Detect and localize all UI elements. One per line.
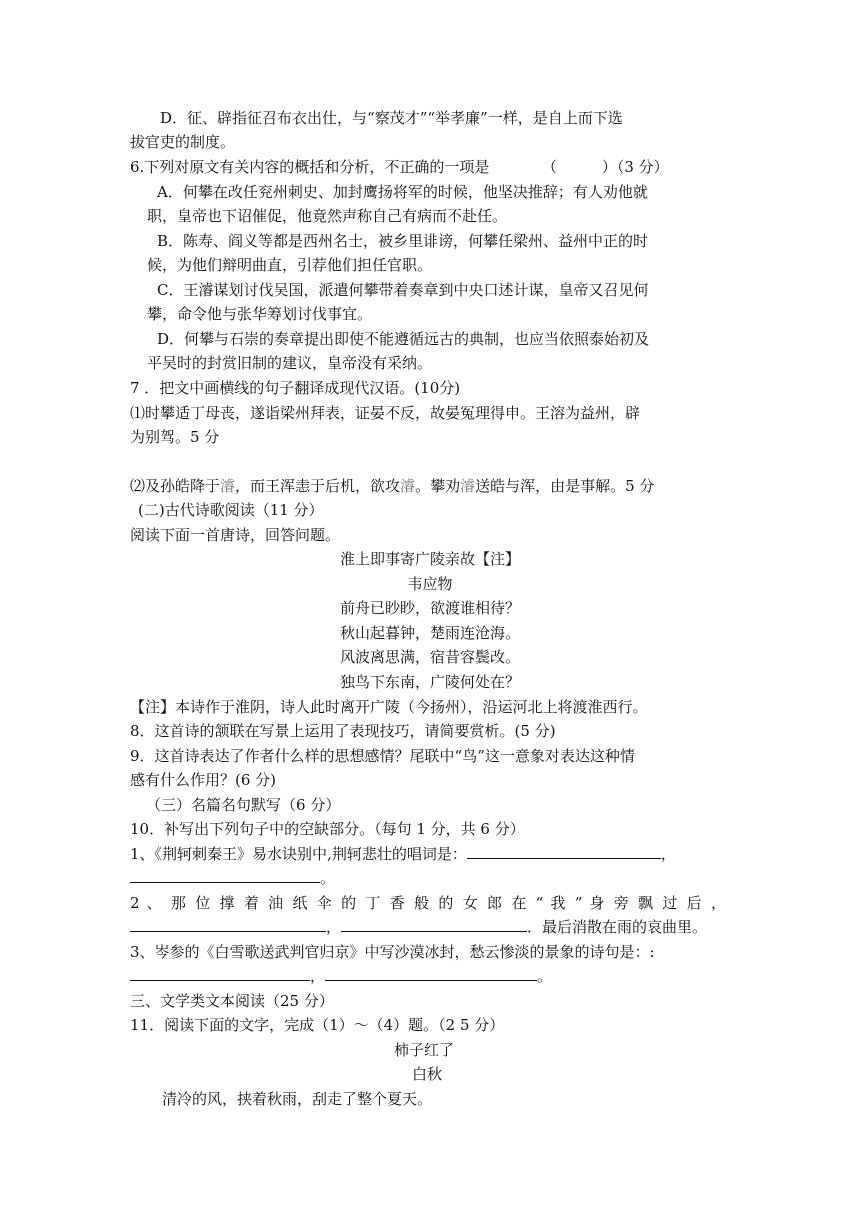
question-8: 8．这首诗的颔联在写景上运用了表现技巧，请简要赏析。(5 分): [130, 722, 556, 740]
q10-item-2-comma: ，: [326, 918, 342, 936]
answer-blank[interactable]: [130, 916, 326, 932]
answer-blank[interactable]: [325, 965, 537, 981]
poem-line-2: 秋山起暮钟，楚雨连沧海。: [339, 624, 520, 642]
section-2-intro: 阅读下面一首唐诗，回答问题。: [130, 526, 341, 544]
q7-2-jun-1: 濬: [220, 477, 236, 495]
section-3-heading: （三）名篇名句默写（6 分）: [146, 796, 341, 814]
q7-2-part-3: 。攀劝: [415, 477, 461, 495]
answer-blank[interactable]: [341, 916, 527, 932]
q10-item-1-line-1: [130, 842, 676, 866]
question-6: 6.下列对原文有关内容的概括和分析，不正确的一项是 （ ）（3 分）: [130, 158, 669, 176]
q10-item-1-comma: ，: [660, 845, 676, 863]
q10-item-2-line-2: [130, 915, 707, 939]
poem-line-3: 风波离思满，宿昔容鬓改。: [339, 648, 520, 666]
poem-line-1: 前舟已眇眇，欲渡谁相待？: [339, 599, 520, 617]
q10-item-1-text: 1、《荆轲刺秦王》易水诀别中,荆轲悲壮的唱词是：: [130, 845, 467, 863]
q7-sentence-1-line-1: ⑴时攀适丁母丧，遂诣梁州拜表，证晏不反，故晏冤理得申。王溶为益州，辟: [130, 404, 641, 422]
poem-author: 韦应物: [407, 575, 453, 593]
q10-item-3-comma: ，: [310, 967, 326, 985]
section-2-heading: (二)古代诗歌阅读（11 分）: [138, 501, 324, 519]
answer-blank[interactable]: [130, 965, 310, 981]
q7-2-jun-3: 濬: [460, 477, 476, 495]
q6-option-a-line-1: A．何攀在改任兖州刺史、加封鹰扬将军的时候，他坚决推辞；有人劝他就: [157, 183, 648, 201]
q6-option-b-line-1: B．陈寿、阎义等都是西州名士，被乡里诽谤，何攀任梁州、益州中正的时: [157, 232, 649, 250]
q6-option-d-line-2: 平吴时的封赏旧制的建议，皇帝没有采纳。: [147, 354, 433, 372]
q10-item-3-line-1: 3、岑参的《白雪歌送武判官归京》中写沙漠冰封，愁云惨淡的景象的诗句是：:: [130, 943, 655, 961]
q6-option-d-line-1: D．何攀与石崇的奏章提出即使不能遵循远古的典制，也应当依照泰始初及: [157, 330, 650, 348]
option-d-line-1: D．征、辟指征召布衣出仕，与“察茂才”“举孝廉”一样，是自上而下选: [160, 109, 623, 127]
story-author: 白秋: [412, 1065, 443, 1083]
q10-item-3-line-2: [130, 964, 552, 988]
q7-2-part-4: 送皓与浑，由是事解。5 分: [475, 477, 655, 495]
answer-blank[interactable]: [130, 867, 320, 883]
q10-item-1-line-2: [130, 866, 335, 890]
question-7: 7 ．把文中画横线的句子翻译成现代汉语。(10分): [130, 379, 461, 397]
q10-item-1-period: 。: [320, 869, 336, 887]
q10-item-2-tail: ．最后消散在雨的哀曲里。: [527, 918, 708, 936]
q6-option-b-line-2: 候，为他们辩明曲直，引荐他们担任官职。: [147, 256, 433, 274]
q7-sentence-1-line-2: 为别驾。5 分: [130, 428, 220, 446]
q6-option-a-line-2: 职，皇帝也下诏催促，他竟然声称自己有病而不赴任。: [147, 207, 508, 225]
question-10: 10．补写出下列句子中的空缺部分。（每句 1 分，共 6 分）: [130, 820, 525, 838]
poem-note: 【注】本诗作于淮阴，诗人此时离开广陵（今扬州），沿运河北上将渡淮西行。: [130, 698, 648, 716]
story-title: 柿子红了: [394, 1041, 455, 1059]
poem-line-4: 独鸟下东南，广陵何处在？: [339, 673, 520, 691]
question-9-line-1: 9．这首诗表达了作者什么样的思想感情？尾联中“鸟”这一意象对表达这种情: [130, 747, 635, 765]
option-d-line-2: 拔官吏的制度。: [130, 133, 236, 151]
q6-option-c-line-1: C．王濬谋划讨伐吴国，派遣何攀带着奏章到中央口述计谋，皇帝又召见何: [157, 281, 649, 299]
story-paragraph-1: 清冷的风，挟着秋雨，刮走了整个夏天。: [162, 1090, 433, 1108]
q10-item-3-period: 。: [537, 967, 553, 985]
poem-title: 淮上即事寄广陵亲故【注】: [339, 550, 520, 568]
question-9-line-2: 感有什么作用？(6 分): [130, 771, 277, 789]
q7-sentence-2: [130, 474, 654, 498]
answer-blank[interactable]: [467, 843, 661, 859]
q7-2-part-1: ⑵及孙皓降于: [130, 477, 221, 495]
q6-option-c-line-2: 攀，命令他与张华筹划讨伐事宜。: [147, 305, 373, 323]
q7-2-jun-2: 濬: [400, 477, 416, 495]
q7-2-part-2: ，而王浑恚于后机，欲攻: [235, 477, 401, 495]
part-3-heading: 三、文学类文本阅读（25 分）: [130, 992, 334, 1010]
question-11: 11．阅读下面的文字，完成（1）～（4）题。（2 5 分）: [130, 1016, 505, 1034]
q10-item-2-line-1: 2 、 那 位 撑 着 油 纸 伞 的 丁 香 般 的 女 郎 在 “ 我 ” 身 旁 飘 过 后 ，: [130, 894, 726, 912]
